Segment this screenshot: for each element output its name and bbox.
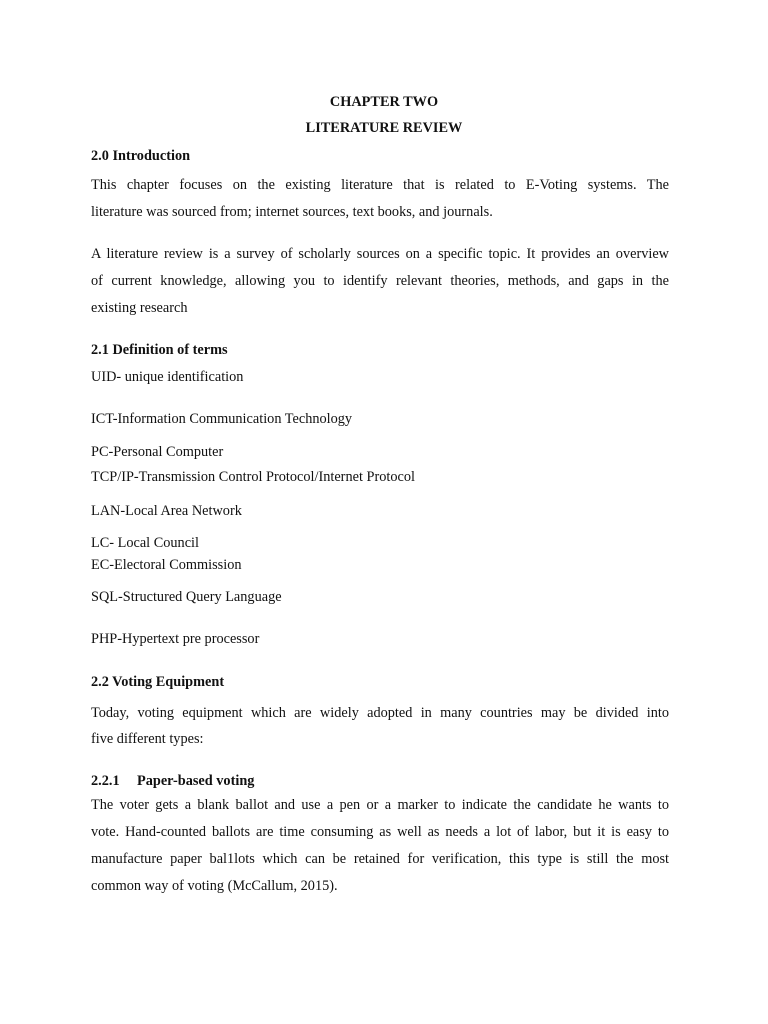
definition-item: TCP/IP-Transmission Control Protocol/Internet Protocol — [91, 469, 415, 485]
definition-item: EC-Electoral Commission — [91, 557, 242, 573]
intro-paragraph-1-line: literature was sourced from; internet sources, text books, and journals. — [91, 204, 493, 220]
section-heading-definitions: 2.1 Definition of terms — [91, 342, 228, 358]
definition-item: LC- Local Council — [91, 535, 199, 551]
equipment-paragraph-line: five different types: — [91, 731, 204, 747]
subsection-title: Paper-based voting — [137, 773, 255, 789]
definition-item: PC-Personal Computer — [91, 444, 224, 460]
paper-voting-paragraph-line: vote. Hand-counted ballots are time consuming as well as needs a lot of labor, but it is easy to — [91, 824, 669, 840]
chapter-title: LITERATURE REVIEW — [305, 120, 463, 136]
definition-item: SQL-Structured Query Language — [91, 589, 282, 605]
paper-voting-paragraph-line: The voter gets a blank ballot and use a pen or a marker to indicate the candidate he wants to — [91, 797, 669, 813]
intro-paragraph-1-line: This chapter focuses on the existing literature that is related to E-Voting systems. The — [91, 177, 669, 193]
definition-item: UID- unique identification — [91, 369, 244, 385]
intro-paragraph-2-line: of current knowledge, allowing you to identify relevant theories, methods, and gaps in the — [91, 273, 669, 289]
intro-paragraph-2-line: A literature review is a survey of scholarly sources on a specific topic. It provides an overview — [91, 246, 669, 262]
section-heading-introduction: 2.0 Introduction — [91, 148, 191, 164]
chapter-number-title: CHAPTER TWO — [329, 94, 439, 110]
paper-voting-paragraph-line: manufacture paper bal1lots which can be retained for verification, this type is still the most — [91, 851, 669, 867]
subsection-number: 2.2.1 — [91, 773, 120, 789]
definition-item: PHP-Hypertext pre processor — [91, 631, 260, 647]
paper-voting-paragraph-line: common way of voting (McCallum, 2015). — [91, 878, 338, 894]
subsection-heading-paper-based-voting — [91, 773, 254, 790]
intro-paragraph-2-line: existing research — [91, 300, 188, 316]
equipment-paragraph-line: Today, voting equipment which are widely adopted in many countries may be divided into — [91, 705, 669, 721]
definition-item: ICT-Information Communication Technology — [91, 411, 353, 427]
section-heading-voting-equipment: 2.2 Voting Equipment — [91, 674, 225, 690]
definition-item: LAN-Local Area Network — [91, 503, 242, 519]
